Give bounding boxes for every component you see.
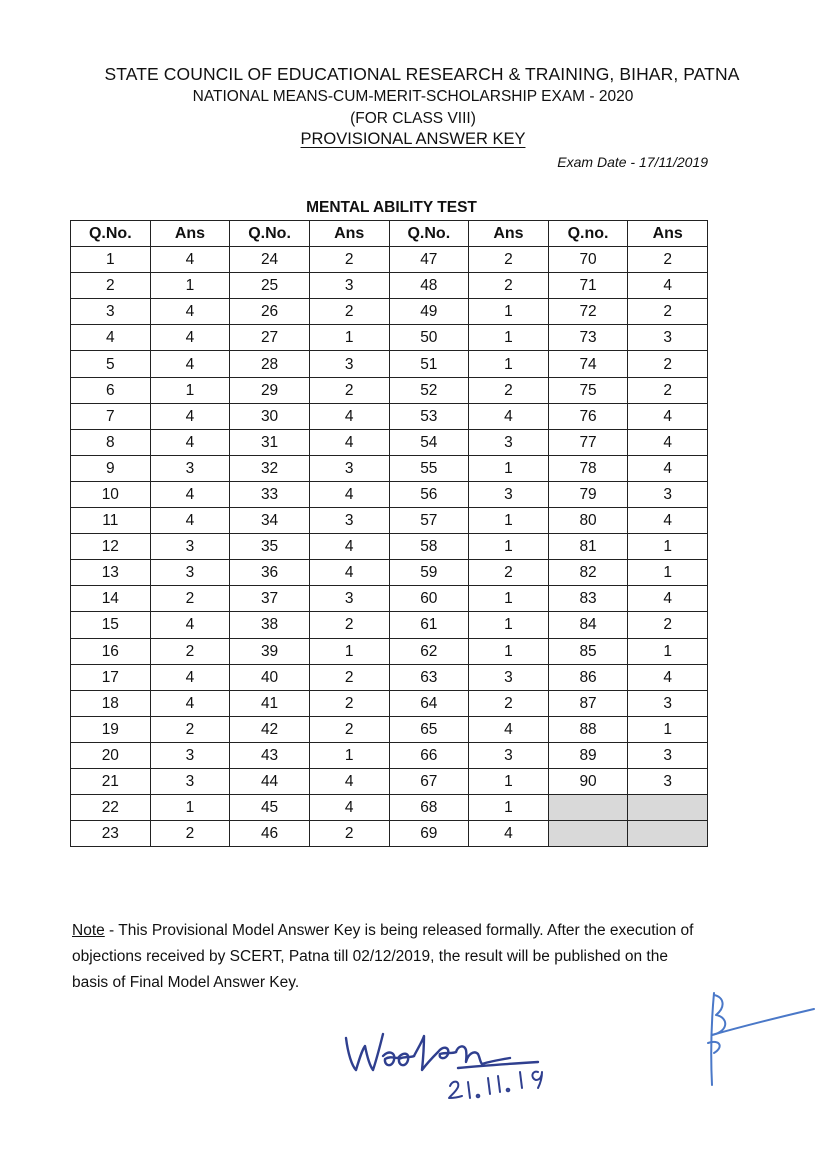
answer-cell: 2 — [309, 247, 389, 273]
question-number-cell: 44 — [230, 768, 310, 794]
question-number-cell: 75 — [548, 377, 628, 403]
answer-cell: 4 — [150, 247, 230, 273]
answer-cell: 4 — [628, 429, 708, 455]
question-number-cell: 70 — [548, 247, 628, 273]
question-number-cell: 57 — [389, 508, 469, 534]
question-number-cell: 33 — [230, 481, 310, 507]
qno-header: Q.no. — [548, 221, 628, 247]
organization-title: STATE COUNCIL OF EDUCATIONAL RESEARCH & TRAINING, BIHAR, PATNA — [104, 64, 740, 84]
question-number-cell: 20 — [71, 742, 151, 768]
question-number-cell: 40 — [230, 664, 310, 690]
answer-cell: 3 — [309, 455, 389, 481]
answer-cell: 2 — [150, 638, 230, 664]
answer-cell: 4 — [469, 821, 549, 847]
answer-cell: 1 — [628, 560, 708, 586]
answer-cell: 3 — [628, 742, 708, 768]
question-number-cell: 21 — [71, 768, 151, 794]
question-number-cell: 86 — [548, 664, 628, 690]
answer-cell: 4 — [628, 664, 708, 690]
question-number-cell: 8 — [71, 429, 151, 455]
answer-cell: 3 — [469, 429, 549, 455]
answer-cell: 3 — [309, 351, 389, 377]
answer-cell: 1 — [628, 638, 708, 664]
answer-cell: 2 — [309, 377, 389, 403]
question-number-cell: 27 — [230, 325, 310, 351]
answer-cell: 1 — [309, 325, 389, 351]
question-number-cell: 82 — [548, 560, 628, 586]
question-number-cell: 36 — [230, 560, 310, 586]
table-row — [71, 795, 708, 821]
table-row — [71, 299, 708, 325]
answer-cell: 4 — [309, 534, 389, 560]
qno-header: Q.No. — [389, 221, 469, 247]
answer-cell: 2 — [309, 664, 389, 690]
answer-cell: 3 — [150, 768, 230, 794]
table-row — [71, 429, 708, 455]
answer-cell: 4 — [150, 325, 230, 351]
answer-cell: 2 — [469, 273, 549, 299]
answer-cell: 4 — [309, 403, 389, 429]
question-number-cell: 43 — [230, 742, 310, 768]
answer-cell: 4 — [150, 299, 230, 325]
answer-cell: 3 — [628, 768, 708, 794]
question-number-cell: 15 — [71, 612, 151, 638]
table-row — [71, 351, 708, 377]
answer-cell: 1 — [628, 534, 708, 560]
question-number-cell: 81 — [548, 534, 628, 560]
table-row — [71, 481, 708, 507]
class-line: (FOR CLASS VIII) — [350, 110, 476, 127]
question-number-cell: 89 — [548, 742, 628, 768]
answer-cell: 2 — [628, 377, 708, 403]
question-number-cell: 83 — [548, 586, 628, 612]
table-row — [71, 455, 708, 481]
answer-cell: 2 — [150, 716, 230, 742]
ans-header: Ans — [469, 221, 549, 247]
note-text: - This Provisional Model Answer Key is being released formally. After the execution of objections received by SCERT, Patna till 02/12/2019, the result will be published on the basis of Final Model Answer Key. — [72, 922, 694, 991]
answer-cell: 1 — [150, 795, 230, 821]
question-number-cell: 28 — [230, 351, 310, 377]
question-number-cell: 11 — [71, 508, 151, 534]
table-row — [71, 534, 708, 560]
question-number-cell: 60 — [389, 586, 469, 612]
question-number-cell: 34 — [230, 508, 310, 534]
answer-cell: 1 — [469, 768, 549, 794]
answer-cell: 4 — [150, 612, 230, 638]
question-number-cell: 47 — [389, 247, 469, 273]
answer-cell: 1 — [628, 716, 708, 742]
qno-header: Q.No. — [71, 221, 151, 247]
answer-cell: 2 — [628, 351, 708, 377]
answer-cell: 2 — [309, 690, 389, 716]
question-number-cell: 50 — [389, 325, 469, 351]
question-number-cell: 61 — [389, 612, 469, 638]
blank-cell — [628, 821, 708, 847]
question-number-cell: 30 — [230, 403, 310, 429]
question-number-cell: 24 — [230, 247, 310, 273]
note-label: Note — [72, 922, 105, 939]
answer-cell: 4 — [150, 481, 230, 507]
question-number-cell: 80 — [548, 508, 628, 534]
answer-cell: 2 — [469, 560, 549, 586]
answer-cell: 2 — [628, 612, 708, 638]
question-number-cell: 77 — [548, 429, 628, 455]
question-number-cell: 85 — [548, 638, 628, 664]
answer-cell: 3 — [628, 325, 708, 351]
question-number-cell: 16 — [71, 638, 151, 664]
question-number-cell: 31 — [230, 429, 310, 455]
answer-cell: 2 — [150, 586, 230, 612]
answer-cell: 2 — [309, 612, 389, 638]
question-number-cell: 29 — [230, 377, 310, 403]
question-number-cell: 74 — [548, 351, 628, 377]
answer-cell: 2 — [150, 821, 230, 847]
answer-cell: 3 — [628, 481, 708, 507]
table-header-row — [71, 221, 708, 247]
question-number-cell: 49 — [389, 299, 469, 325]
answer-cell: 4 — [150, 403, 230, 429]
answer-cell: 4 — [628, 586, 708, 612]
question-number-cell: 48 — [389, 273, 469, 299]
question-number-cell: 26 — [230, 299, 310, 325]
question-number-cell: 39 — [230, 638, 310, 664]
answer-cell: 1 — [150, 377, 230, 403]
answer-cell: 3 — [469, 664, 549, 690]
table-row — [71, 560, 708, 586]
question-number-cell: 3 — [71, 299, 151, 325]
question-number-cell: 66 — [389, 742, 469, 768]
question-number-cell: 4 — [71, 325, 151, 351]
table-row — [71, 638, 708, 664]
answer-cell: 1 — [469, 299, 549, 325]
question-number-cell: 35 — [230, 534, 310, 560]
answer-cell: 4 — [309, 429, 389, 455]
answer-cell: 1 — [469, 795, 549, 821]
question-number-cell: 73 — [548, 325, 628, 351]
document-type — [0, 130, 826, 149]
answer-key-body — [71, 247, 708, 847]
question-number-cell: 71 — [548, 273, 628, 299]
question-number-cell: 88 — [548, 716, 628, 742]
question-number-cell: 79 — [548, 481, 628, 507]
answer-cell: 1 — [469, 612, 549, 638]
answer-cell: 4 — [150, 664, 230, 690]
answer-cell: 1 — [469, 325, 549, 351]
table-row — [71, 612, 708, 638]
question-number-cell: 55 — [389, 455, 469, 481]
question-number-cell: 25 — [230, 273, 310, 299]
answer-cell: 4 — [150, 351, 230, 377]
answer-cell: 2 — [309, 716, 389, 742]
answer-cell: 4 — [628, 455, 708, 481]
question-number-cell: 62 — [389, 638, 469, 664]
qno-header: Q.No. — [230, 221, 310, 247]
question-number-cell: 7 — [71, 403, 151, 429]
exam-title: NATIONAL MEANS-CUM-MERIT-SCHOLARSHIP EXAM - 2020 — [192, 88, 634, 105]
answer-cell: 4 — [150, 690, 230, 716]
table-row — [71, 403, 708, 429]
answer-cell: 4 — [309, 481, 389, 507]
answer-cell: 2 — [469, 377, 549, 403]
ans-header: Ans — [309, 221, 389, 247]
question-number-cell: 90 — [548, 768, 628, 794]
question-number-cell: 19 — [71, 716, 151, 742]
answer-cell: 2 — [309, 821, 389, 847]
question-number-cell: 58 — [389, 534, 469, 560]
note — [72, 918, 702, 996]
question-number-cell: 13 — [71, 560, 151, 586]
question-number-cell: 10 — [71, 481, 151, 507]
answer-cell: 1 — [309, 742, 389, 768]
question-number-cell: 17 — [71, 664, 151, 690]
answer-cell: 1 — [469, 586, 549, 612]
question-number-cell: 23 — [71, 821, 151, 847]
question-number-cell: 76 — [548, 403, 628, 429]
question-number-cell: 38 — [230, 612, 310, 638]
question-number-cell: 64 — [389, 690, 469, 716]
blank-cell — [548, 821, 628, 847]
question-number-cell: 51 — [389, 351, 469, 377]
answer-cell: 3 — [469, 481, 549, 507]
question-number-cell: 2 — [71, 273, 151, 299]
answer-cell: 4 — [469, 716, 549, 742]
question-number-cell: 42 — [230, 716, 310, 742]
question-number-cell: 87 — [548, 690, 628, 716]
answer-cell: 3 — [150, 455, 230, 481]
question-number-cell: 18 — [71, 690, 151, 716]
question-number-cell: 69 — [389, 821, 469, 847]
question-number-cell: 45 — [230, 795, 310, 821]
answer-cell: 2 — [309, 299, 389, 325]
answer-cell: 1 — [150, 273, 230, 299]
answer-cell: 4 — [309, 768, 389, 794]
blank-cell — [548, 795, 628, 821]
table-row — [71, 325, 708, 351]
answer-cell: 3 — [150, 742, 230, 768]
answer-cell: 1 — [469, 351, 549, 377]
answer-cell: 1 — [309, 638, 389, 664]
answer-cell: 2 — [469, 690, 549, 716]
question-number-cell: 41 — [230, 690, 310, 716]
question-number-cell: 84 — [548, 612, 628, 638]
table-row — [71, 586, 708, 612]
answer-cell: 1 — [469, 508, 549, 534]
answer-cell: 4 — [628, 403, 708, 429]
table-row — [71, 247, 708, 273]
table-row — [71, 273, 708, 299]
table-row — [71, 821, 708, 847]
question-number-cell: 1 — [71, 247, 151, 273]
initials — [690, 985, 820, 1095]
ans-header: Ans — [150, 221, 230, 247]
answer-cell: 4 — [150, 508, 230, 534]
question-number-cell: 72 — [548, 299, 628, 325]
question-number-cell: 12 — [71, 534, 151, 560]
answer-cell: 3 — [309, 273, 389, 299]
answer-cell: 1 — [469, 534, 549, 560]
question-number-cell: 63 — [389, 664, 469, 690]
answer-cell: 2 — [469, 247, 549, 273]
answer-cell: 4 — [469, 403, 549, 429]
answer-cell: 2 — [628, 299, 708, 325]
answer-key-table — [70, 220, 708, 847]
question-number-cell: 14 — [71, 586, 151, 612]
question-number-cell: 59 — [389, 560, 469, 586]
table-title: MENTAL ABILITY TEST — [306, 199, 477, 216]
signature — [338, 1012, 568, 1108]
exam-date: Exam Date - 17/11/2019 — [557, 154, 708, 170]
answer-cell: 4 — [309, 560, 389, 586]
question-number-cell: 78 — [548, 455, 628, 481]
answer-cell: 4 — [150, 429, 230, 455]
question-number-cell: 5 — [71, 351, 151, 377]
question-number-cell: 22 — [71, 795, 151, 821]
table-row — [71, 377, 708, 403]
table-row — [71, 690, 708, 716]
answer-cell: 4 — [309, 795, 389, 821]
question-number-cell: 6 — [71, 377, 151, 403]
answer-cell: 1 — [469, 638, 549, 664]
table-row — [71, 664, 708, 690]
table-row — [71, 742, 708, 768]
question-number-cell: 46 — [230, 821, 310, 847]
question-number-cell: 67 — [389, 768, 469, 794]
answer-cell: 3 — [150, 534, 230, 560]
document-type-label: PROVISIONAL ANSWER KEY — [300, 130, 526, 148]
answer-cell: 3 — [150, 560, 230, 586]
question-number-cell: 65 — [389, 716, 469, 742]
question-number-cell: 37 — [230, 586, 310, 612]
table-row — [71, 508, 708, 534]
question-number-cell: 54 — [389, 429, 469, 455]
answer-cell: 2 — [628, 247, 708, 273]
table-row — [71, 768, 708, 794]
answer-cell: 3 — [309, 508, 389, 534]
question-number-cell: 56 — [389, 481, 469, 507]
question-number-cell: 52 — [389, 377, 469, 403]
answer-cell: 3 — [628, 690, 708, 716]
answer-cell: 4 — [628, 508, 708, 534]
answer-cell: 3 — [469, 742, 549, 768]
table-row — [71, 716, 708, 742]
answer-cell: 4 — [628, 273, 708, 299]
question-number-cell: 53 — [389, 403, 469, 429]
ans-header: Ans — [628, 221, 708, 247]
question-number-cell: 68 — [389, 795, 469, 821]
answer-cell: 3 — [309, 586, 389, 612]
blank-cell — [628, 795, 708, 821]
answer-cell: 1 — [469, 455, 549, 481]
question-number-cell: 32 — [230, 455, 310, 481]
question-number-cell: 9 — [71, 455, 151, 481]
